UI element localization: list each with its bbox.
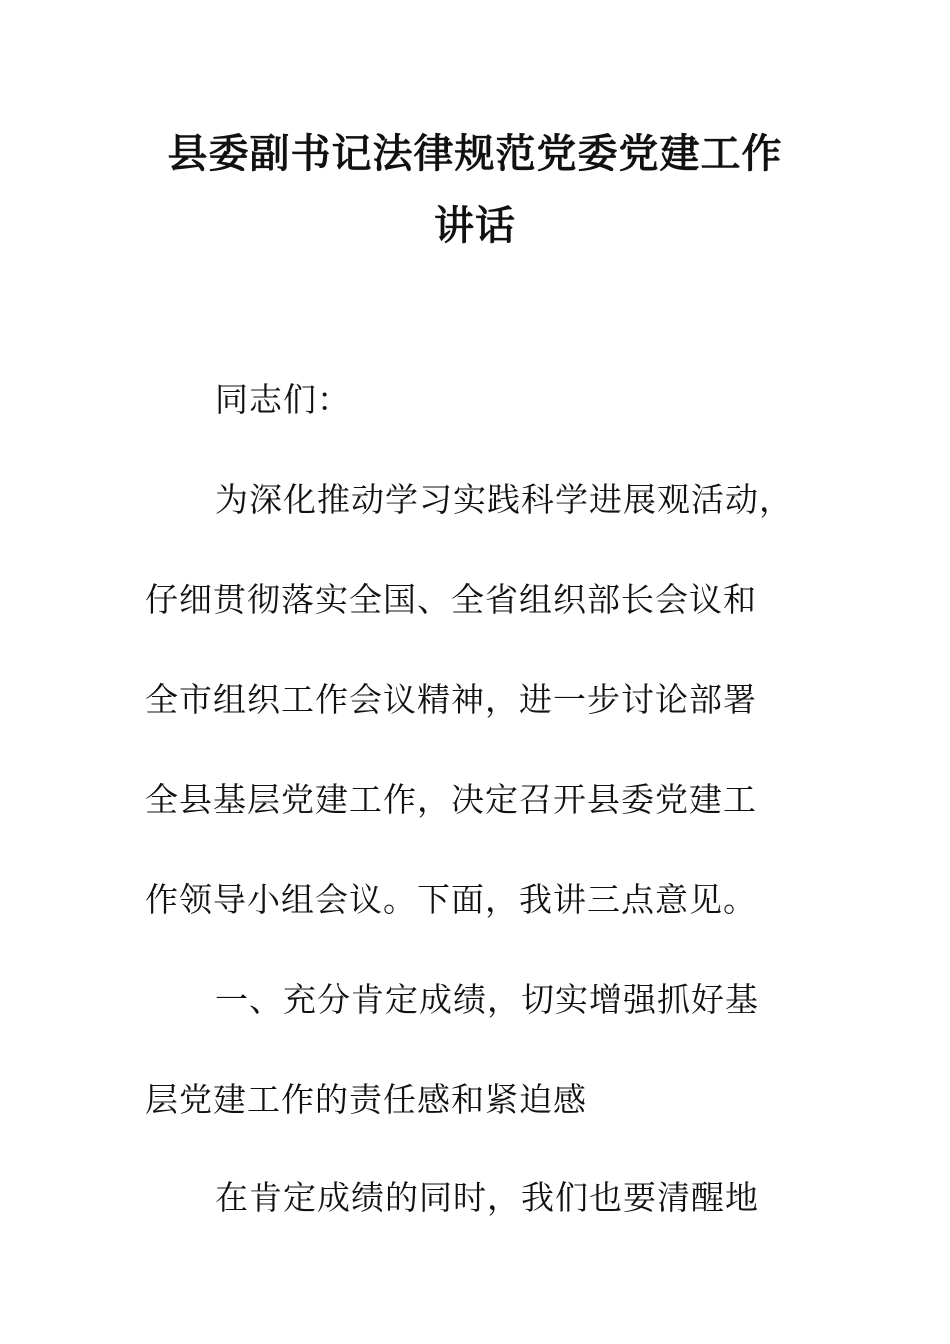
- section-heading-line: 一、充分肯定成绩，切实增强抓好基: [215, 980, 759, 1019]
- paragraph-line: 全县基层党建工作，决定召开县委党建工: [145, 780, 757, 819]
- salutation: 同志们：: [215, 380, 351, 419]
- paragraph-line: 仔细贯彻落实全国、全省组织部长会议和: [145, 580, 757, 619]
- document-title-line-2: 讲话: [434, 202, 516, 249]
- section-heading-line: 层党建工作的责任感和紧迫感: [145, 1080, 587, 1119]
- paragraph-line: 全市组织工作会议精神，进一步讨论部署: [145, 680, 757, 719]
- document-title-line-1: 县委副书记法律规范党委党建工作: [167, 130, 783, 177]
- paragraph-line: 在肯定成绩的同时，我们也要清醒地: [215, 1178, 759, 1217]
- paragraph-line: 作领导小组会议。下面，我讲三点意见。: [145, 880, 757, 919]
- paragraph-line: 为深化推动学习实践科学进展观活动，: [215, 480, 793, 519]
